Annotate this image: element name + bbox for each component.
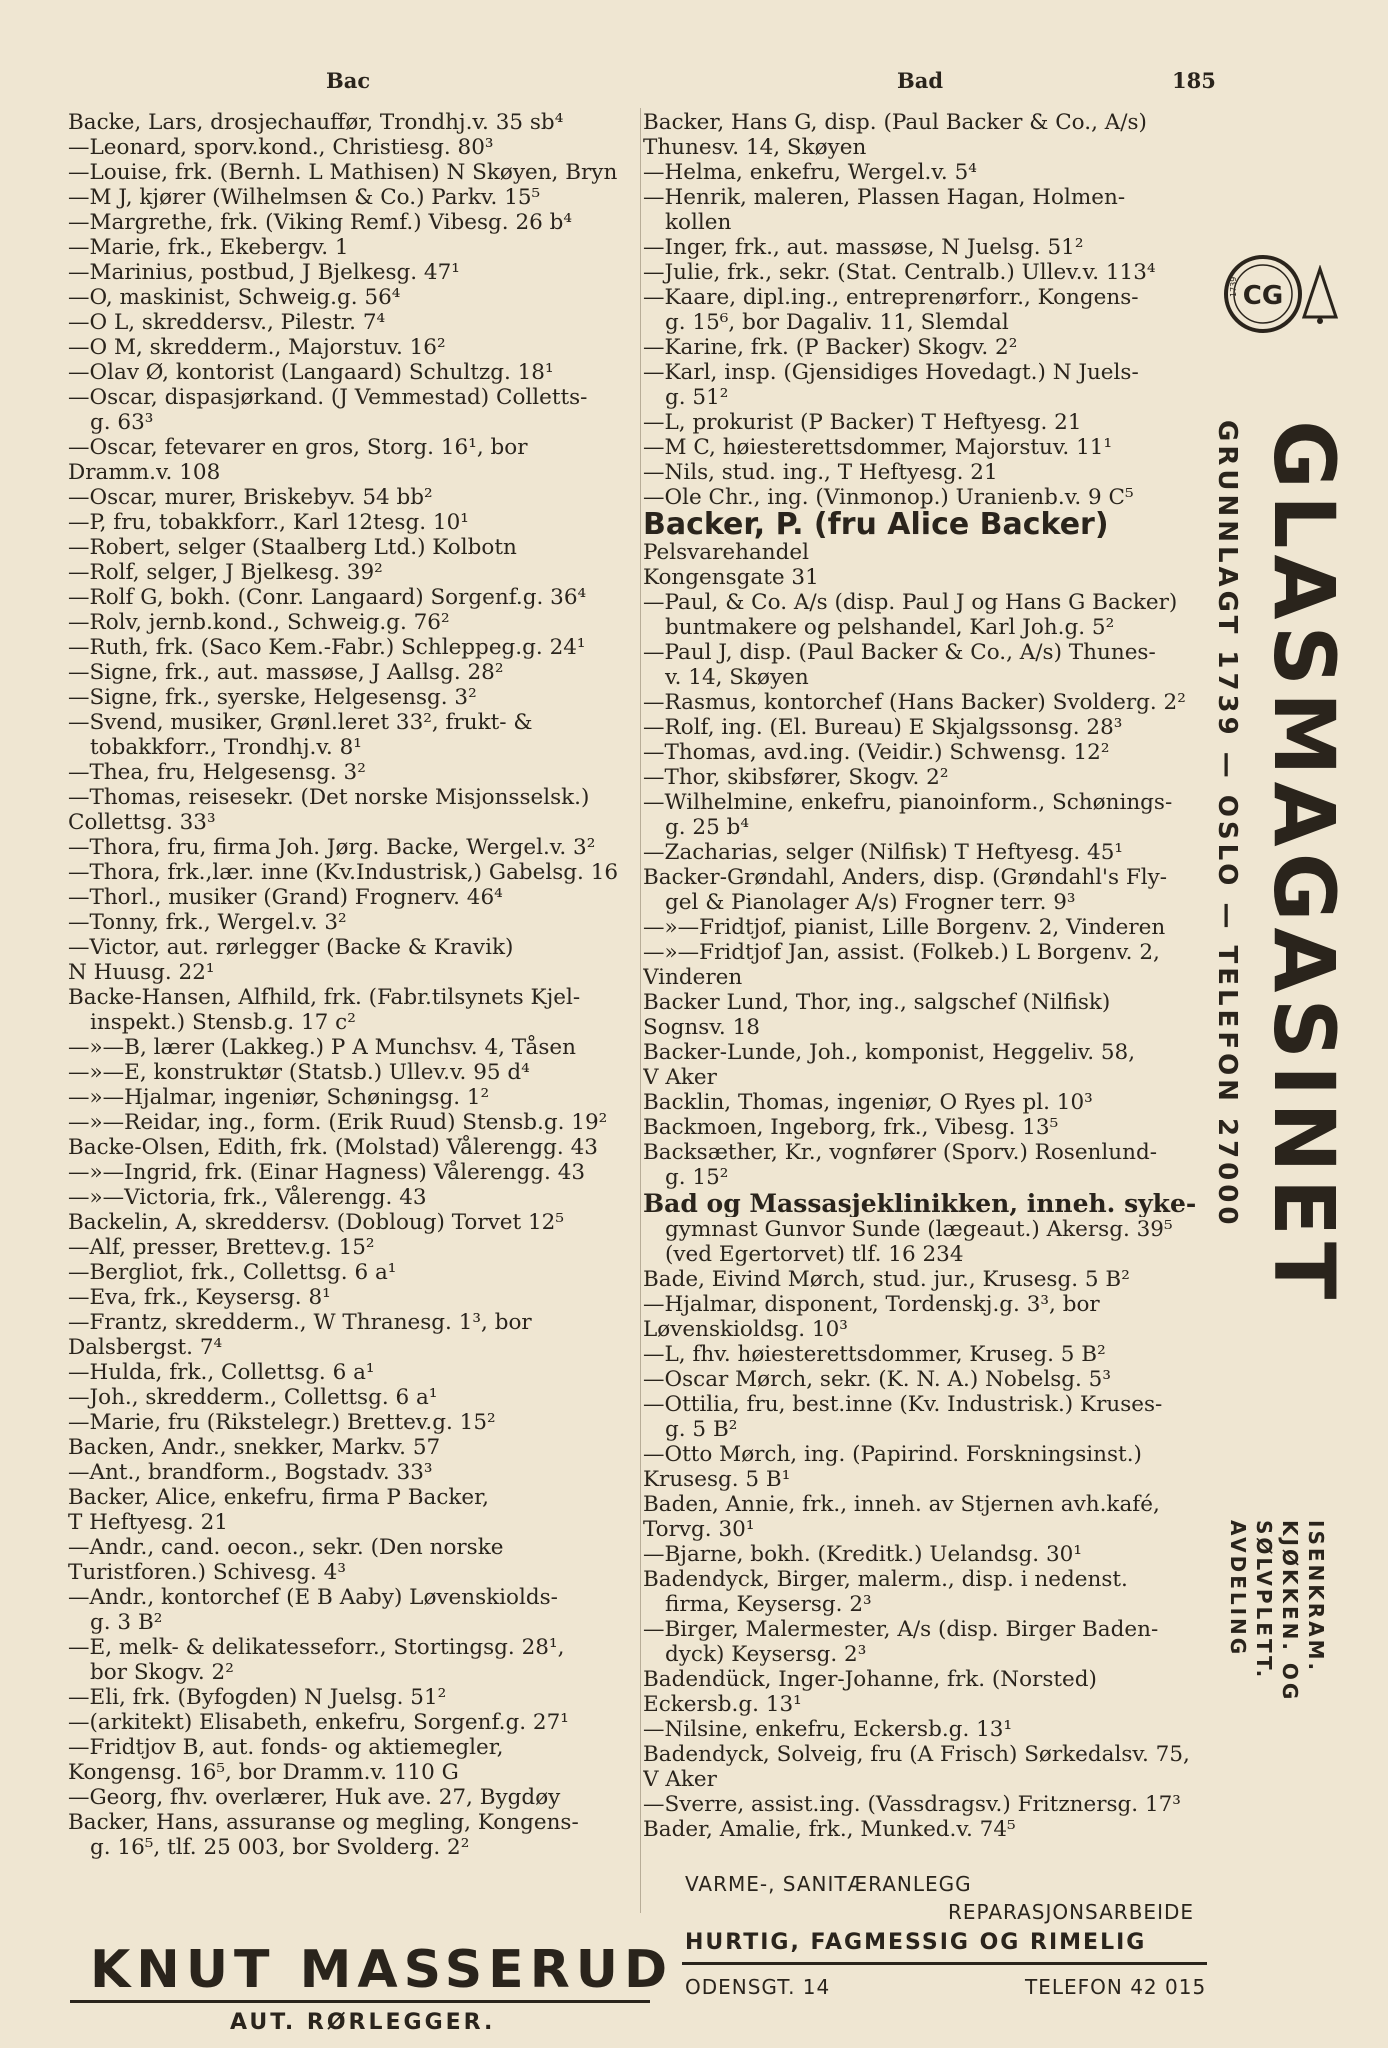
logo-letters: CG xyxy=(1242,281,1284,311)
entry-line: Vinderen xyxy=(643,965,743,990)
entry-line: dyck) Keysersg. 2³ xyxy=(665,1642,867,1667)
left-column xyxy=(68,110,638,1860)
entry-line: Dramm.v. 108 xyxy=(68,460,221,485)
entry-line: —Oscar, murer, Briskebyv. 54 bb² xyxy=(68,485,433,510)
header-left: Bac xyxy=(326,68,371,93)
right-column xyxy=(643,110,1215,1842)
entry-line: —Birger, Malermester, A/s (disp. Birger Baden- xyxy=(643,1617,1159,1642)
entry-line: —P, fru, tobakkforr., Karl 12tesg. 10¹ xyxy=(68,510,469,535)
entry-line: —»—Reidar, ing., form. (Erik Ruud) Stensb.g. 19² xyxy=(68,1110,608,1135)
entry-line: Bade, Eivind Mørch, stud. jur., Krusesg. 5 B² xyxy=(643,1267,1130,1292)
advert-line-1: ISENKRAM. xyxy=(1304,1520,1328,1674)
entry-line: Baden, Annie, frk., inneh. av Stjernen avh.kafé, xyxy=(643,1492,1160,1517)
entry-line: —Henrik, maleren, Plassen Hagan, Holmen- xyxy=(643,185,1126,210)
entry-line: —Kaare, dipl.ing., entreprenørforr., Kongens- xyxy=(643,285,1139,310)
logo-year: 1739 xyxy=(1229,276,1238,297)
entry-line: —Oscar, fetevarer en gros, Storg. 16¹, bor xyxy=(68,435,528,460)
entry-line: gymnast Gunvor Sunde (lægeaut.) Akersg. 39⁵ xyxy=(665,1217,1173,1242)
entry-line: —Marinius, postbud, J Bjelkesg. 47¹ xyxy=(68,260,460,285)
entry-line: Pelsvarehandel xyxy=(643,540,809,565)
entry-line: —Ole Chr., ing. (Vinmonop.) Uranienb.v. 9 C⁵ xyxy=(643,485,1134,510)
entry-line: Badendück, Inger-Johanne, frk. (Norsted) xyxy=(643,1667,1097,1692)
entry-line: —Ottilia, fru, best.inne (Kv. Industrisk.) Kruses- xyxy=(643,1392,1163,1417)
entry-line: —Ant., brandform., Bogstadv. 33³ xyxy=(68,1460,433,1485)
entry-line: —Alf, presser, Brettev.g. 15² xyxy=(68,1235,375,1260)
entry-line: N Huusg. 22¹ xyxy=(68,960,215,985)
entry-line: Badendyck, Birger, malerm., disp. i nedenst. xyxy=(643,1567,1128,1592)
entry-line: —Rolf, selger, J Bjelkesg. 39² xyxy=(68,560,383,585)
entry-line: Bad og Massasjeklinikken, inneh. syke- xyxy=(643,1190,1197,1217)
entry-line: —Andr., cand. oecon., sekr. (Den norske xyxy=(68,1535,504,1560)
glasmagasinet-tagline: GRUNNLAGT 1739 — OSLO — TELEFON 27000 xyxy=(1212,420,1242,1229)
entry-line: —Otto Mørch, ing. (Papirind. Forskningsinst.) xyxy=(643,1442,1142,1467)
entry-line: tobakkforr., Trondhj.v. 8¹ xyxy=(90,735,362,760)
entry-line: —M C, høiesterettsdommer, Majorstuv. 11¹ xyxy=(643,435,1113,460)
entry-line: —Rolv, jernb.kond., Schweig.g. 76² xyxy=(68,610,450,635)
entry-line: —Ruth, frk. (Saco Kem.-Fabr.) Schleppeg.g. 24¹ xyxy=(68,635,586,660)
entry-line: —»—Hjalmar, ingeniør, Schøningsg. 1² xyxy=(68,1085,490,1110)
entry-line: —Bjarne, bokh. (Kreditk.) Uelandsg. 30¹ xyxy=(643,1542,1082,1567)
entry-line: —Marie, fru (Rikstelegr.) Brettev.g. 15² xyxy=(68,1410,496,1435)
entry-line: Sognsv. 18 xyxy=(643,1015,760,1040)
entry-line: Badendyck, Solveig, fru (A Frisch) Sørkedalsv. 75, xyxy=(643,1742,1190,1767)
entry-line: —Tonny, frk., Wergel.v. 3² xyxy=(68,910,347,935)
advert-line-3: SØLVPLETT. xyxy=(1252,1520,1276,1681)
entry-line: —Oscar, dispasjørkand. (J Vemmestad) Colletts- xyxy=(68,385,588,410)
entry-line: kollen xyxy=(665,210,732,235)
entry-line: V Aker xyxy=(643,1065,717,1090)
entry-line: Krusesg. 5 B¹ xyxy=(643,1467,791,1492)
footer-rule-left xyxy=(70,2000,650,2003)
entry-line: —Sverre, assist.ing. (Vassdragsv.) Fritznersg. 17³ xyxy=(643,1792,1181,1817)
entry-line: —Louise, frk. (Bernh. L Mathisen) N Skøyen, Bryn xyxy=(68,160,618,185)
entry-line: g. 51² xyxy=(665,385,729,410)
entry-line: —E, melk- & delikatesseforr., Stortingsg. 28¹, xyxy=(68,1635,565,1660)
entry-line: —Signe, frk., syerske, Helgesensg. 3² xyxy=(68,685,477,710)
entry-line: —Eli, frk. (Byfogden) N Juelsg. 51² xyxy=(68,1685,447,1710)
entry-line: —O M, skredderm., Majorstuv. 16² xyxy=(68,335,446,360)
entry-line: —Thor, skibsfører, Skogv. 2² xyxy=(643,765,949,790)
entry-line: Backer, P. (fru Alice Backer) xyxy=(643,510,1109,540)
entry-line: —Joh., skredderm., Collettsg. 6 a¹ xyxy=(68,1385,438,1410)
entry-line: Kongensgate 31 xyxy=(643,565,819,590)
entry-line: g. 3 B² xyxy=(90,1610,163,1635)
entry-line: —Thea, fru, Helgesensg. 3² xyxy=(68,760,366,785)
glasmagasinet-brand: GLASMAGASINET xyxy=(1255,420,1353,1306)
entry-line: Backer Lund, Thor, ing., salgschef (Nilfisk) xyxy=(643,990,1111,1015)
entry-line: —Thora, fru, firma Joh. Jørg. Backe, Wergel.v. 3² xyxy=(68,835,596,860)
entry-line: —Nils, stud. ing., T Heftyesg. 21 xyxy=(643,460,998,485)
entry-line: —Georg, fhv. overlærer, Huk ave. 27, Bygdøy xyxy=(68,1785,561,1810)
entry-line: —O L, skreddersv., Pilestr. 7⁴ xyxy=(68,310,386,335)
entry-line: —Robert, selger (Staalberg Ltd.) Kolbotn xyxy=(68,535,517,560)
entry-line: inspekt.) Stensb.g. 17 c² xyxy=(90,1010,356,1035)
entry-line: —Eva, frk., Keysersg. 8¹ xyxy=(68,1285,331,1310)
footer-title: AUT. RØRLEGGER. xyxy=(230,2010,496,2035)
entry-line: —Margrethe, frk. (Viking Remf.) Vibesg. 26 b⁴ xyxy=(68,210,573,235)
entry-line: buntmakere og pelshandel, Karl Joh.g. 5² xyxy=(665,615,1115,640)
entry-line: —Bergliot, frk., Collettsg. 6 a¹ xyxy=(68,1260,397,1285)
entry-line: —Thorl., musiker (Grand) Frognerv. 46⁴ xyxy=(68,885,503,910)
entry-line: —Oscar Mørch, sekr. (K. N. A.) Nobelsg. 5³ xyxy=(643,1367,1111,1392)
entry-line: —Olav Ø, kontorist (Langaard) Schultzg. 18¹ xyxy=(68,360,554,385)
entry-line: g. 5 B² xyxy=(665,1417,738,1442)
entry-line: —Rolf G, bokh. (Conr. Langaard) Sorgenf.g. 36⁴ xyxy=(68,585,587,610)
entry-line: Backelin, A, skreddersv. (Dobloug) Torvet 12⁵ xyxy=(68,1210,564,1235)
entry-line: —M J, kjører (Wilhelmsen & Co.) Parkv. 15⁵ xyxy=(68,185,541,210)
entry-line: Thunesv. 14, Skøyen xyxy=(643,135,867,160)
entry-line: —Fridtjov B, aut. fonds- og aktiemegler, xyxy=(68,1735,504,1760)
entry-line: Eckersb.g. 13¹ xyxy=(643,1692,802,1717)
page-number: 185 xyxy=(1172,68,1216,93)
entry-line: Dalsbergst. 7⁴ xyxy=(68,1335,223,1360)
entry-line: —(arkitekt) Elisabeth, enkefru, Sorgenf.g. 27¹ xyxy=(68,1710,569,1735)
entry-line: —Thomas, reisesekr. (Det norske Misjonsselsk.) xyxy=(68,785,590,810)
entry-line: V Aker xyxy=(643,1767,717,1792)
header-center: Bad xyxy=(897,68,944,93)
entry-line: Backsæther, Kr., vognfører (Sporv.) Rosenlund- xyxy=(643,1140,1158,1165)
entry-line: Backe-Hansen, Alfhild, frk. (Fabr.tilsynets Kjel- xyxy=(68,985,581,1010)
footer-line-1: VARME-, SANITÆRANLEGG xyxy=(685,1872,972,1896)
entry-line: Backer-Lunde, Joh., komponist, Heggeliv. 58, xyxy=(643,1040,1136,1065)
entry-line: Turistforen.) Schivesg. 4³ xyxy=(68,1560,346,1585)
entry-line: —»—Victoria, frk., Vålerengg. 43 xyxy=(68,1185,427,1210)
footer-line-2: REPARASJONSARBEIDE xyxy=(948,1900,1194,1924)
footer-line-3: HURTIG, FAGMESSIG OG RIMELIG xyxy=(685,1930,1147,1955)
cg-logo-icon xyxy=(1222,252,1304,336)
footer-name: KNUT MASSERUD xyxy=(90,1940,674,2000)
entry-line: —Karl, insp. (Gjensidiges Hovedagt.) N Juels- xyxy=(643,360,1139,385)
entry-line: bor Skogv. 2² xyxy=(90,1660,234,1685)
entry-line: Backen, Andr., snekker, Markv. 57 xyxy=(68,1435,441,1460)
entry-line: —O, maskinist, Schweig.g. 56⁴ xyxy=(68,285,401,310)
entry-line: —Victor, aut. rørlegger (Backe & Kravik) xyxy=(68,935,514,960)
entry-line: —Wilhelmine, enkefru, pianoinform., Schønings- xyxy=(643,790,1173,815)
bell-icon xyxy=(1300,265,1340,325)
entry-line: Backlin, Thomas, ingeniør, O Ryes pl. 10³ xyxy=(643,1090,1093,1115)
entry-line: Kongensg. 16⁵, bor Dramm.v. 110 G xyxy=(68,1760,459,1785)
entry-line: —L, fhv. høiesterettsdommer, Kruseg. 5 B² xyxy=(643,1342,1106,1367)
entry-line: Collettsg. 33³ xyxy=(68,810,216,835)
entry-line: —Hjalmar, disponent, Tordenskj.g. 3³, bor xyxy=(643,1292,1100,1317)
entry-line: Løvenskioldsg. 10³ xyxy=(643,1317,848,1342)
entry-line: —Svend, musiker, Grønl.leret 33², frukt- & xyxy=(68,710,533,735)
advert-line-4: AVDELING xyxy=(1226,1520,1250,1658)
entry-line: —»—E, konstruktør (Statsb.) Ullev.v. 95 d⁴ xyxy=(68,1060,530,1085)
entry-line: —Thora, frk.,lær. inne (Kv.Industrisk,) Gabelsg. 16 xyxy=(68,860,619,885)
entry-line: Backer, Alice, enkefru, firma P Backer, xyxy=(68,1485,489,1510)
entry-line: g. 16⁵, tlf. 25 003, bor Svolderg. 2² xyxy=(90,1835,470,1860)
footer-phone: TELEFON 42 015 xyxy=(1025,1975,1207,1999)
entry-line: Backer-Grøndahl, Anders, disp. (Grøndahl's Fly- xyxy=(643,865,1168,890)
entry-line: —Zacharias, selger (Nilfisk) T Heftyesg. 45¹ xyxy=(643,840,1124,865)
entry-line: gel & Pianolager A/s) Frogner terr. 9³ xyxy=(665,890,1076,915)
entry-line: v. 14, Skøyen xyxy=(665,665,809,690)
entry-line: g. 15² xyxy=(665,1165,729,1190)
entry-line: T Heftyesg. 21 xyxy=(68,1510,228,1535)
entry-line: —»—Fridtjof, pianist, Lille Borgenv. 2, Vinderen xyxy=(643,915,1166,940)
entry-line: —Helma, enkefru, Wergel.v. 5⁴ xyxy=(643,160,977,185)
entry-line: —Rolf, ing. (El. Bureau) E Skjalgssonsg. 28³ xyxy=(643,715,1123,740)
entry-line: —Julie, frk., sekr. (Stat. Centralb.) Ullev.v. 113⁴ xyxy=(643,260,1156,285)
entry-line: —Karine, frk. (P Backer) Skogv. 2² xyxy=(643,335,1018,360)
entry-line: firma, Keysersg. 2³ xyxy=(665,1592,872,1617)
entry-line: g. 63³ xyxy=(90,410,154,435)
entry-line: g. 25 b⁴ xyxy=(665,815,750,840)
entry-line: —L, prokurist (P Backer) T Heftyesg. 21 xyxy=(643,410,1082,435)
column-divider xyxy=(640,108,641,1913)
entry-line: Bader, Amalie, frk., Munked.v. 74⁵ xyxy=(643,1817,1016,1842)
entry-line: Backe-Olsen, Edith, frk. (Molstad) Vålerengg. 43 xyxy=(68,1135,598,1160)
entry-line: —»—B, lærer (Lakkeg.) P A Munchsv. 4, Tåsen xyxy=(68,1035,576,1060)
entry-line: —Signe, frk., aut. massøse, J Aallsg. 28² xyxy=(68,660,504,685)
entry-line: g. 15⁶, bor Dagaliv. 11, Slemdal xyxy=(665,310,1009,335)
entry-line: —Leonard, sporv.kond., Christiesg. 80³ xyxy=(68,135,494,160)
advert-line-2: KJØKKEN. OG xyxy=(1278,1520,1302,1703)
entry-line: Backer, Hans G, disp. (Paul Backer & Co., A/s) xyxy=(643,110,1147,135)
entry-line: —»—Ingrid, frk. (Einar Hagness) Vålerengg. 43 xyxy=(68,1160,586,1185)
entry-line: —Nilsine, enkefru, Eckersb.g. 13¹ xyxy=(643,1717,1013,1742)
entry-line: —Paul, & Co. A/s (disp. Paul J og Hans G Backer) xyxy=(643,590,1178,615)
entry-line: Torvg. 30¹ xyxy=(643,1517,755,1542)
entry-line: —Thomas, avd.ing. (Veidir.) Schwensg. 12² xyxy=(643,740,1110,765)
entry-line: Backe, Lars, drosjechauffør, Trondhj.v. 35 sb⁴ xyxy=(68,110,564,135)
entry-line: —»—Fridtjof Jan, assist. (Folkeb.) L Borgenv. 2, xyxy=(643,940,1160,965)
entry-line: —Frantz, skredderm., W Thranesg. 1³, bor xyxy=(68,1310,532,1335)
entry-line: (ved Egertorvet) tlf. 16 234 xyxy=(665,1242,964,1267)
entry-line: —Marie, frk., Ekebergv. 1 xyxy=(68,235,349,260)
entry-line: —Hulda, frk., Collettsg. 6 a¹ xyxy=(68,1360,375,1385)
entry-line: —Inger, frk., aut. massøse, N Juelsg. 51² xyxy=(643,235,1084,260)
entry-line: —Rasmus, kontorchef (Hans Backer) Svolderg. 2² xyxy=(643,690,1186,715)
entry-line: —Andr., kontorchef (E B Aaby) Løvenskiolds- xyxy=(68,1585,558,1610)
entry-line: —Paul J, disp. (Paul Backer & Co., A/s) Thunes- xyxy=(643,640,1156,665)
footer-rule-right xyxy=(682,1962,1207,1965)
entry-line: Backmoen, Ingeborg, frk., Vibesg. 13⁵ xyxy=(643,1115,1059,1140)
footer-address: ODENSGT. 14 xyxy=(685,1975,831,1999)
entry-line: Backer, Hans, assuranse og megling, Kongens- xyxy=(68,1810,579,1835)
